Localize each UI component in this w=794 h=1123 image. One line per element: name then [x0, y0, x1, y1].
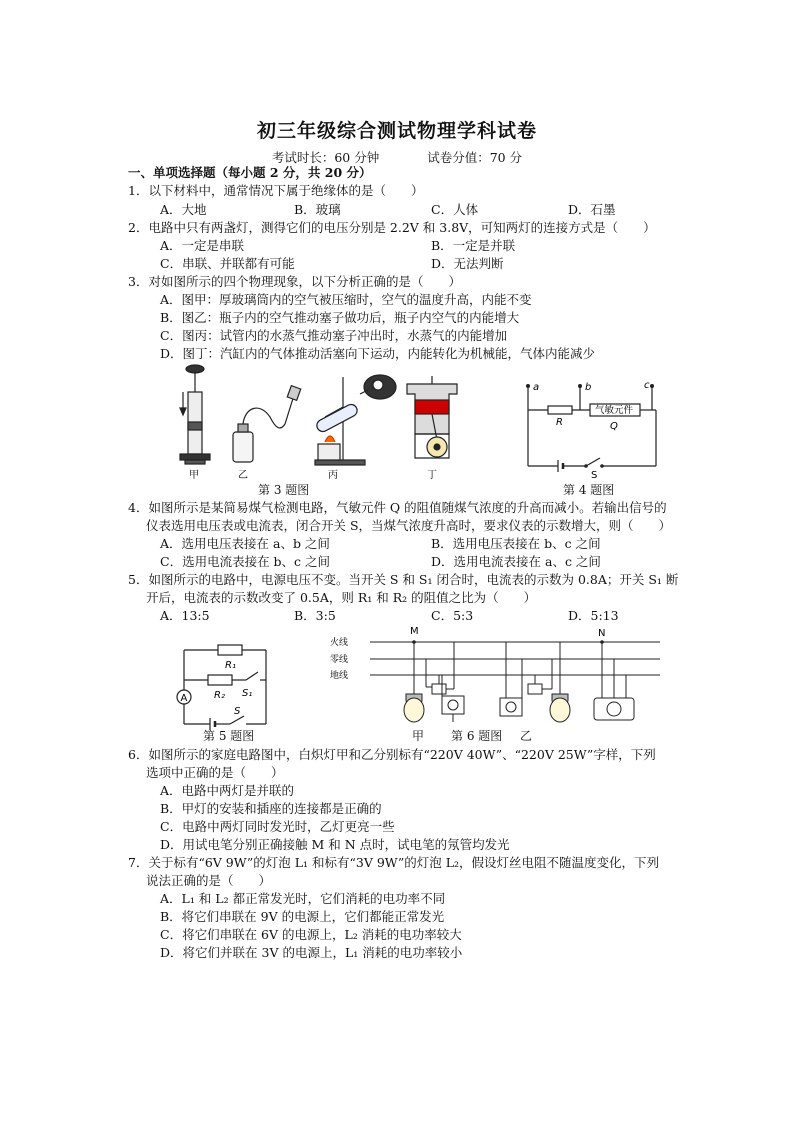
fig6-label-yi: 乙: [520, 729, 533, 743]
figure-5: [170, 638, 270, 728]
fig3-yi-apparatus: [233, 386, 301, 462]
fig5-label-s: S: [234, 706, 241, 717]
q4-option-b: B．选用电压表接在 b、c 之间: [431, 536, 601, 551]
fig4-label-s: S: [591, 470, 598, 481]
q5-stem-line2: 开后，电流表的示数改变了 0.5A，则 R₁ 和 R₂ 的阻值之比为（ ）: [146, 590, 537, 605]
q5-option-c: C．5:3: [431, 608, 474, 623]
q6-stem-line2: 选项中正确的是（ ）: [146, 765, 284, 780]
q4-option-a: A．选用电压表接在 a、b 之间: [160, 536, 330, 551]
page-title: 初三年级综合测试物理学科试卷: [256, 120, 537, 142]
q7-option-d: D．将它们并联在 3V 的电源上，L₁ 消耗的电功率较小: [160, 945, 463, 960]
fig6-bulb-jia: [404, 694, 424, 722]
fig4-point-a: a: [533, 382, 540, 393]
q6-stem-line1: 6．如图所示的家庭电路图中，白炽灯甲和乙分别标有“220V 40W”、“220V 25W”字样，下列: [128, 747, 656, 762]
q5-option-a: A．13:5: [160, 608, 210, 623]
q3-stem: 3．对如图所示的四个物理现象，以下分析正确的是（ ）: [128, 274, 461, 289]
fig5-ammeter-a: A: [180, 693, 188, 704]
fig5-label-r1: R₁: [225, 660, 236, 671]
fig3-label-jia: 甲: [189, 470, 199, 481]
fig4-point-c: c: [644, 380, 650, 391]
q3-option-b: B．图乙：瓶子内的空气推动塞子做功后，瓶子内空气的内能增大: [160, 310, 520, 325]
q7-option-c: C．将它们串联在 6V 的电源上，L₂ 消耗的电功率较大: [160, 927, 462, 942]
exam-info: [0, 148, 794, 166]
q2-option-b: B．一定是并联: [431, 238, 516, 253]
fig3-ding-apparatus: [407, 376, 457, 458]
q4-stem-line1: 4．如图所示是某简易煤气检测电路，气敏元件 Q 的阻值随煤气浓度的升高而减小。若输出信号的: [128, 500, 667, 515]
fig3-label-yi: 乙: [238, 470, 248, 481]
fig6-label-jia: 甲: [412, 729, 425, 743]
q7-option-a: A．L₁ 和 L₂ 都正常发光时，它们消耗的电功率不同: [160, 891, 446, 906]
q3-option-c: C．图丙：试管内的水蒸气推动塞子冲出时，水蒸气的内能增加: [160, 328, 508, 343]
q6-option-b: B．甲灯的安装和插座的连接都是正确的: [160, 801, 382, 816]
fig4-sensor-label: 气敏元件: [595, 405, 634, 416]
fig6-ground-line: 地线: [330, 671, 349, 681]
fig6-fire-line: 火线: [330, 638, 349, 648]
fig3-bing-apparatus: [315, 375, 396, 465]
exam-score: 试卷分值：70 分: [427, 150, 523, 165]
exam-time: 考试时长：60 分钟: [271, 150, 380, 165]
q4-option-d: D．选用电流表接在 a、c 之间: [431, 554, 601, 569]
fig4-caption: 第 4 题图: [563, 483, 615, 497]
q7-stem-line2: 说法正确的是（ ）: [146, 873, 272, 888]
q3-option-d: D．图丁：汽缸内的气体推动活塞向下运动，内能转化为机械能，气体内能减少: [160, 346, 596, 361]
fig5-label-r2: R₂: [214, 690, 225, 701]
fig3-caption: 第 3 题图: [258, 483, 310, 497]
q5-stem-line1: 5．如图所示的电路中，电源电压不变。当开关 S 和 S₁ 闭合时，电流表的示数为 0.8A；开关 S₁ 断: [128, 572, 679, 587]
q5-option-d: D．5:13: [568, 608, 619, 623]
q6-option-d: D．用试电笔分别正确接触 M 和 N 点时，试电笔的氖管均发光: [160, 837, 510, 852]
q2-option-c: C．串联、并联都有可能: [160, 256, 295, 271]
q4-stem-line2: 仪表选用电压表或电流表，闭合开关 S，当煤气浓度升高时，要求仪表的示数增大，则（ ）: [146, 518, 672, 533]
q2-stem: 2．电路中只有两盏灯，测得它们的电压分别是 2.2V 和 3.8V，可知两灯的连接方式是（ ）: [128, 220, 656, 235]
q5-option-b: B．3:5: [294, 608, 336, 623]
fig6-point-n: N: [598, 628, 606, 639]
q4-option-c: C．选用电流表接在 b、c 之间: [160, 554, 331, 569]
fig4-point-b: b: [585, 382, 592, 393]
q1-stem: 1．以下材料中，通常情况下属于绝缘体的是（ ）: [128, 183, 424, 198]
q1-option-b: B．玻璃: [294, 202, 341, 217]
fig6-zero-line: 零线: [330, 655, 349, 665]
q1-option-c: C．人体: [431, 202, 479, 217]
q1-option-d: D．石墨: [568, 202, 616, 217]
q7-option-b: B．将它们串联在 9V 的电源上，它们都能正常发光: [160, 909, 445, 924]
figure-3: [175, 362, 465, 480]
fig4-label-r: R: [556, 417, 563, 428]
fig6-bulb-yi: [550, 694, 570, 722]
q6-option-a: A．电路中两灯是并联的: [160, 783, 295, 798]
fig3-label-bing: 丙: [328, 470, 338, 481]
q7-stem-line1: 7．关于标有“6V 9W”的灯泡 L₁ 和标有“3V 9W”的灯泡 L₂，假设灯丝电阻不随温度变化，下列: [128, 855, 660, 870]
section-heading: 一、单项选择题（每小题 2 分，共 20 分）: [128, 165, 372, 180]
figure-4: [518, 378, 663, 481]
fig6-caption: 第 6 题图: [451, 729, 503, 743]
q6-option-c: C．电路中两灯同时发光时，乙灯更亮一些: [160, 819, 395, 834]
fig5-caption: 第 5 题图: [203, 729, 255, 743]
fig5-label-s1: S₁: [242, 688, 253, 699]
q2-option-a: A．一定是串联: [160, 238, 245, 253]
fig3-jia-apparatus: [180, 365, 210, 464]
fig3-label-ding: 丁: [427, 470, 437, 481]
fig6-point-m: M: [410, 626, 419, 637]
q3-option-a: A．图甲：厚玻璃筒内的空气被压缩时，空气的温度升高，内能不变: [160, 292, 532, 307]
q1-option-a: A．大地: [160, 202, 207, 217]
fig4-label-q: Q: [610, 421, 618, 432]
figure-6: [330, 622, 665, 726]
q2-option-d: D．无法判断: [431, 256, 504, 271]
